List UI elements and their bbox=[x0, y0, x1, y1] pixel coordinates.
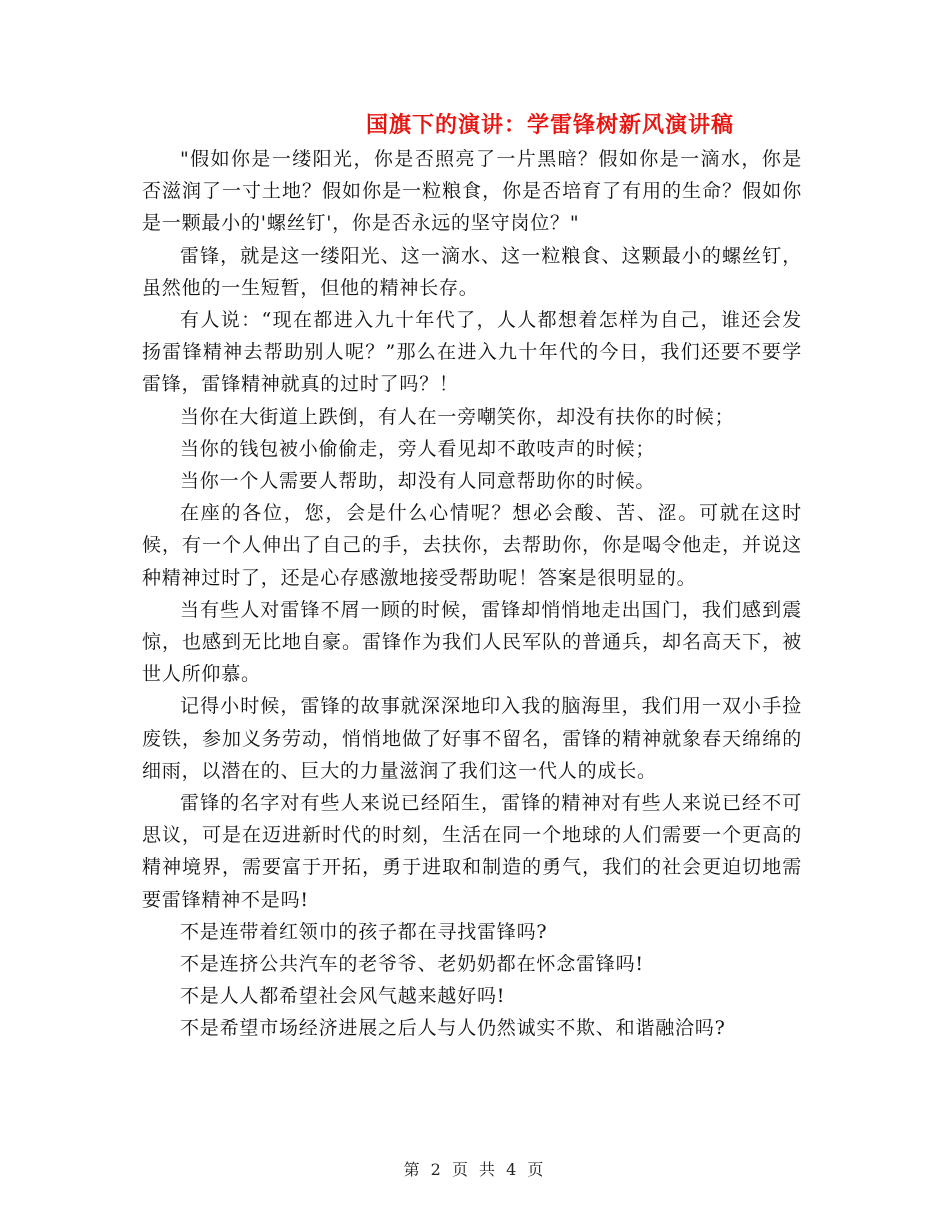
paragraph-10: 雷锋的名字对有些人来说已经陌生，雷锋的精神对有些人来说已经不可思议，可是在迈进新时代的时刻，生活在同一个地球的人们需要一个更高的精神境界，需要富于开拓，勇于进取和制造的勇气，我们的社会更迫切地需要雷锋精神不是吗! bbox=[142, 792, 802, 911]
document-body bbox=[142, 143, 802, 1045]
paragraph-1: "假如你是一缕阳光，你是否照亮了一片黑暗？假如你是一滴水，你是否滋润了一寸土地？假如你是一粒粮食，你是否培育了有用的生命？假如你是一颗最小的'螺丝钉'，你是否永远的坚守岗位？" bbox=[142, 148, 802, 235]
page-footer: 第 2 页 共 4 页 bbox=[403, 1160, 547, 1179]
paragraph-9: 记得小时候，雷锋的故事就深深地印入我的脑海里，我们用一双小手捡废铁，参加义务劳动，悄悄地做了好事不留名，雷锋的精神就象春天绵绵的细雨，以潜在的、巨大的力量滋润了我们这一代人的成长。 bbox=[142, 695, 802, 782]
paragraph-12: 不是连挤公共汽车的老爷爷、老奶奶都在怀念雷锋吗! bbox=[180, 953, 644, 976]
paragraph-5: 当你的钱包被小偷偷走，旁人看见却不敢吱声的时候； bbox=[180, 437, 656, 460]
paragraph-11: 不是连带着红领巾的孩子都在寻找雷锋吗? bbox=[180, 920, 548, 943]
paragraph-2: 雷锋，就是这一缕阳光、这一滴水、这一粒粮食、这颗最小的螺丝钉，虽然他的一生短暂，但他的精神长存。 bbox=[142, 244, 802, 299]
paragraph-4: 当你在大街道上跌倒，有人在一旁嘲笑你，却没有扶你的时候； bbox=[180, 405, 735, 428]
document-title: 国旗下的演讲：学雷锋树新风演讲稿 bbox=[365, 113, 734, 138]
paragraph-7: 在座的各位，您，会是什么心情呢？想必会酸、苦、涩。可就在这时候，有一个人伸出了自己的手，去扶你，去帮助你，你是喝令他走，并说这种精神过时了，还是心存感激地接受帮助呢！答案是很明显的。 bbox=[142, 502, 802, 589]
paragraph-8: 当有些人对雷锋不屑一顾的时候，雷锋却悄悄地走出国门，我们感到震惊，也感到无比地自豪。雷锋作为我们人民军队的普通兵，却名高天下，被世人所仰慕。 bbox=[142, 598, 802, 686]
paragraph-13: 不是人人都希望社会风气越来越好吗! bbox=[180, 985, 506, 1008]
paragraph-6: 当你一个人需要人帮助，却没有人同意帮助你的时候。 bbox=[180, 470, 656, 493]
paragraph-14: 不是希望市场经济进展之后人与人仍然诚实不欺、和谐融洽吗? bbox=[180, 1017, 726, 1040]
paragraph-3: 有人说：“现在都进入九十年代了，人人都想着怎样为自己，谁还会发扬雷锋精神去帮助别人呢？”那么在进入九十年代的今日，我们还要不要学雷锋，雷锋精神就真的过时了吗？！ bbox=[142, 309, 802, 396]
